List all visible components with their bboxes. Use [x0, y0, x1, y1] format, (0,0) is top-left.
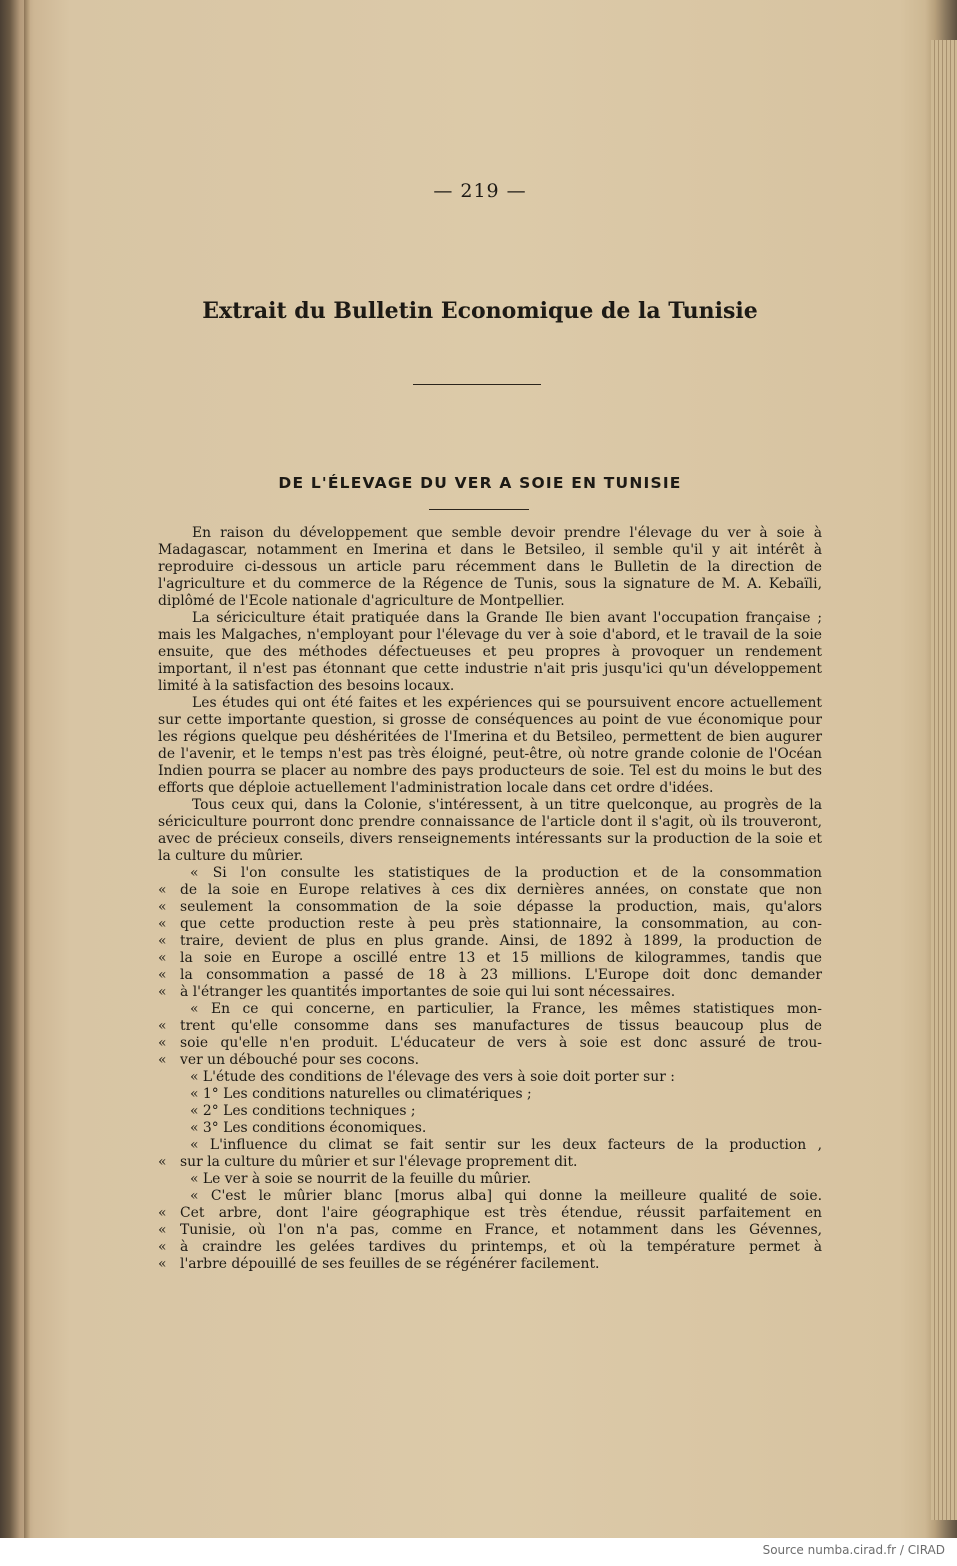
- quote-text: « 3° Les conditions économiques.: [190, 1120, 427, 1136]
- heading-divider: [429, 509, 529, 510]
- quote-mark: «: [158, 916, 167, 932]
- quote-line: [158, 1256, 822, 1273]
- quote-text: à l'étranger les quantités importantes de soie qui lui sont nécessaires.: [180, 984, 676, 1000]
- quote-line: [158, 865, 822, 882]
- quote-mark: [158, 1188, 180, 1205]
- quote-line: [158, 933, 822, 950]
- quote-text: la consommation a passé de 18 à 23 millions. L'Europe doit donc demander: [180, 967, 822, 983]
- quote-text: ver un débouché pour ses cocons.: [180, 1052, 420, 1068]
- quote-text: « L'étude des conditions de l'élevage des vers à soie doit porter sur :: [190, 1069, 675, 1085]
- quote-line: [158, 1154, 822, 1171]
- quote-mark: [158, 865, 180, 882]
- paragraph: En raison du développement que semble devoir prendre l'élevage du ver à soie à Madagascar, notamment en Imerina et dans le Betsileo, il semble qu'il y ait intérêt à reproduire ci-dessous un article paru récemment dans le Bulletin de la direction de l'agriculture et du commerce de la Régence de Tunis, sous la signature de M. A. Kebaïli, diplômé de l'Ecole nationale d'agriculture de Montpellier.: [158, 525, 822, 609]
- page-stack-edge: [931, 40, 957, 1520]
- article-body: [158, 525, 822, 1273]
- quote-line: [158, 1103, 822, 1120]
- quote-text: que cette production reste à peu près stationnaire, la consommation, au con-: [180, 916, 822, 932]
- quote-line: [158, 899, 822, 916]
- quote-text: « 2° Les conditions techniques ;: [190, 1103, 416, 1119]
- source-caption: Source numba.cirad.fr / CIRAD: [762, 1543, 945, 1557]
- quote-text: la soie en Europe a oscillé entre 13 et 15 millions de kilogrammes, tandis que: [180, 950, 822, 966]
- quote-mark: «: [158, 933, 167, 949]
- quote-mark: [158, 1137, 180, 1154]
- quote-line: [158, 1205, 822, 1222]
- quote-line: [158, 967, 822, 984]
- quote-line: [158, 1052, 822, 1069]
- quote-mark: «: [158, 984, 167, 1000]
- quote-text: traire, devient de plus en plus grande. Ainsi, de 1892 à 1899, la production de: [180, 933, 822, 949]
- quote-mark: [158, 1069, 180, 1086]
- quote-line: [158, 1086, 822, 1103]
- quote-text: l'arbre dépouillé de ses feuilles de se régénérer facilement.: [180, 1256, 600, 1272]
- quote-text: « 1° Les conditions naturelles ou climatériques ;: [190, 1086, 532, 1102]
- quote-text: « Le ver à soie se nourrit de la feuille du mûrier.: [190, 1171, 532, 1187]
- quote-mark: «: [158, 1222, 167, 1238]
- quote-mark: [158, 1103, 180, 1120]
- quote-line: [158, 1188, 822, 1205]
- quote-mark: «: [158, 899, 167, 915]
- quote-mark: «: [158, 882, 167, 898]
- quote-line: [158, 1069, 822, 1086]
- quote-line: [158, 1222, 822, 1239]
- page-number: — 219 —: [433, 180, 527, 202]
- quote-text: trent qu'elle consomme dans ses manufactures de tissus beaucoup plus de: [180, 1018, 822, 1034]
- quote-mark: [158, 1001, 180, 1018]
- quote-line: [158, 984, 822, 1001]
- quote-text: à craindre les gelées tardives du printemps, et où la température permet à: [180, 1239, 822, 1255]
- section-heading: DE L'ÉLEVAGE DU VER A SOIE EN TUNISIE: [278, 474, 682, 492]
- quote-mark: [158, 1120, 180, 1137]
- quote-line: [158, 1035, 822, 1052]
- quote-line: [158, 916, 822, 933]
- quote-text: « L'influence du climat se fait sentir sur les deux facteurs de la production ,: [190, 1137, 822, 1153]
- main-title: Extrait du Bulletin Economique de la Tunisie: [202, 298, 758, 324]
- quote-text: seulement la consommation de la soie dépasse la production, mais, qu'alors: [180, 899, 822, 915]
- quote-line: [158, 1137, 822, 1154]
- quote-line: [158, 1018, 822, 1035]
- quote-line: [158, 1001, 822, 1018]
- quote-text: soie qu'elle n'en produit. L'éducateur de vers à soie est donc assuré de trou-: [180, 1035, 822, 1051]
- quote-text: « Si l'on consulte les statistiques de la production et de la consommation: [190, 865, 822, 881]
- quote-mark: «: [158, 1256, 167, 1272]
- quote-mark: [158, 1171, 180, 1188]
- quote-mark: «: [158, 950, 167, 966]
- quote-line: [158, 1120, 822, 1137]
- document-page: [30, 22, 930, 1522]
- quote-text: Tunisie, où l'on n'a pas, comme en France, et notamment dans les Gévennes,: [180, 1222, 822, 1238]
- quote-text: sur la culture du mûrier et sur l'élevage proprement dit.: [180, 1154, 578, 1170]
- quote-line: [158, 882, 822, 899]
- quote-line: [158, 1239, 822, 1256]
- quoted-article: [158, 865, 822, 1273]
- quote-text: « En ce qui concerne, en particulier, la France, les mêmes statistiques mon-: [190, 1001, 822, 1017]
- paragraph: La sériciculture était pratiquée dans la Grande Ile bien avant l'occupation française ; mais les Malgaches, n'employant pour l'élevage du ver à soie d'abord, et le travail de la soie ensuite, que des méthodes défectueuses et peu propres à provoquer un rendement important, il n'est pas étonnant que cette industrie n'ait pris jusqu'ici qu'un développement limité à la satisfaction des besoins locaux.: [158, 610, 822, 694]
- paragraph: Tous ceux qui, dans la Colonie, s'intéressent, à un titre quelconque, au progrès de la sériciculture pourront donc prendre connaissance de l'article dont il s'agit, où ils trouveront, avec de précieux conseils, divers renseignements intéressants sur la production de la soie et la culture du mûrier.: [158, 797, 822, 864]
- quote-mark: «: [158, 1154, 167, 1170]
- quote-mark: «: [158, 1239, 167, 1255]
- quote-text: « C'est le mûrier blanc [morus alba] qui donne la meilleure qualité de soie.: [190, 1188, 822, 1204]
- quote-mark: «: [158, 1018, 167, 1034]
- quote-line: [158, 1171, 822, 1188]
- title-divider: [413, 384, 541, 385]
- quote-mark: [158, 1086, 180, 1103]
- quote-mark: «: [158, 1205, 167, 1221]
- quote-line: [158, 950, 822, 967]
- quote-mark: «: [158, 1035, 167, 1051]
- quote-text: Cet arbre, dont l'aire géographique est très étendue, réussit parfaitement en: [180, 1205, 822, 1221]
- quote-mark: «: [158, 967, 167, 983]
- paragraph: Les études qui ont été faites et les expériences qui se poursuivent encore actuellement sur cette importante question, si grosse de conséquences au point de vue économique pour les régions quelque peu déshéritées de l'Imerina et du Betsileo, permettent de bien augurer de l'avenir, et le temps n'est pas très éloigné, peut-être, où notre grande colonie de l'Océan Indien pourra se placer au nombre des pays producteurs de soie. Tel est du moins le but des efforts que déploie actuellement l'administration locale dans cet ordre d'idées.: [158, 695, 822, 796]
- quote-text: de la soie en Europe relatives à ces dix dernières années, on constate que non: [180, 882, 822, 898]
- quote-mark: «: [158, 1052, 167, 1068]
